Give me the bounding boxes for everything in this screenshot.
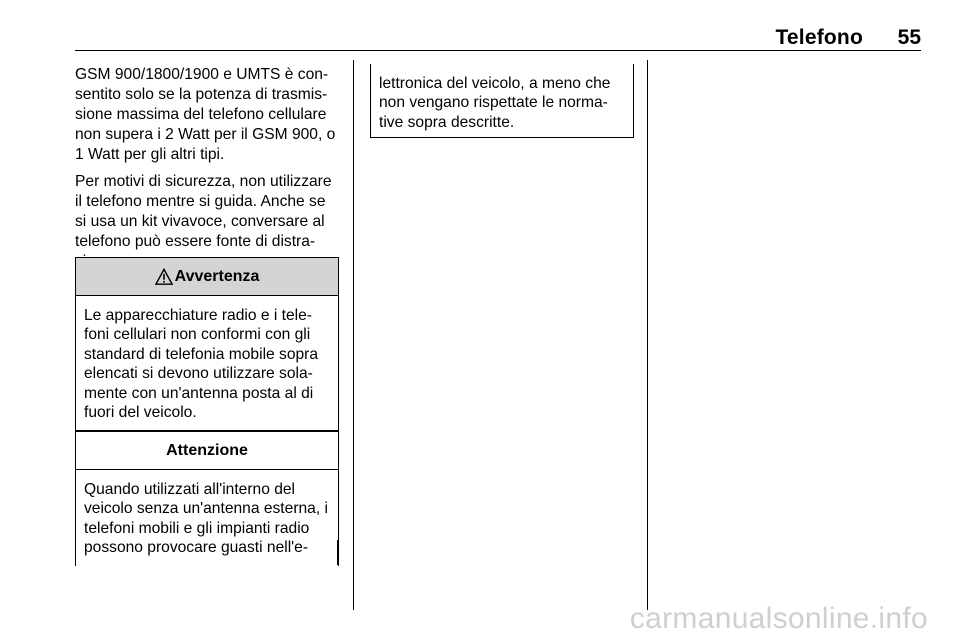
warning-triangle-icon <box>155 268 173 286</box>
column-divider-2 <box>647 60 648 610</box>
caution-box-left-edge <box>75 540 76 565</box>
paragraph-1: GSM 900/1800/1900 e UMTS è con-sentito solo se la potenza di trasmis-sione massima del telefono cellulare non supera i 2 Watt per il GSM 900, o 1 Watt per gli altri tipi. <box>75 66 336 163</box>
watermark: carmanualsonline.info <box>629 602 928 635</box>
column-divider-1 <box>353 60 354 610</box>
page-title: Telefono <box>775 26 863 49</box>
caution-box-text: Quando utilizzati all'interno del veicolo senza un'antenna esterna, i telefoni mobili e gli impianti radio possono provocare guasti nell'e- <box>84 481 328 557</box>
warning-box-title: Avvertenza <box>174 267 260 285</box>
paragraph-2: Per motivi di sicurezza, non utilizzare il telefono mentre si guida. Anche se si usa un kit vivavoce, conversare al telefono può essere fonte di distra- <box>75 173 332 250</box>
warning-box-text: Le apparecchiature radio e i tele-foni cellulari non conformi con gli standard di telefonia mobile sopra elencati si devono utilizzare sola-mente con un'antenna posta al di fuori del veicolo. <box>84 307 319 422</box>
caution-box-continued <box>370 64 634 138</box>
caution-box <box>75 431 339 566</box>
caution-box-right-edge <box>337 540 338 565</box>
warning-box-header <box>76 258 338 296</box>
caution-box-header <box>76 432 338 470</box>
caution-box-continued-text: lettronica del veicolo, a meno che non vengano rispettate le norma-tive sopra descritte. <box>379 75 611 131</box>
caution-box-title: Attenzione <box>166 441 248 459</box>
page-header <box>75 24 921 51</box>
column-1 <box>75 65 341 279</box>
page-number: 55 <box>897 26 921 49</box>
warning-box <box>75 257 339 431</box>
